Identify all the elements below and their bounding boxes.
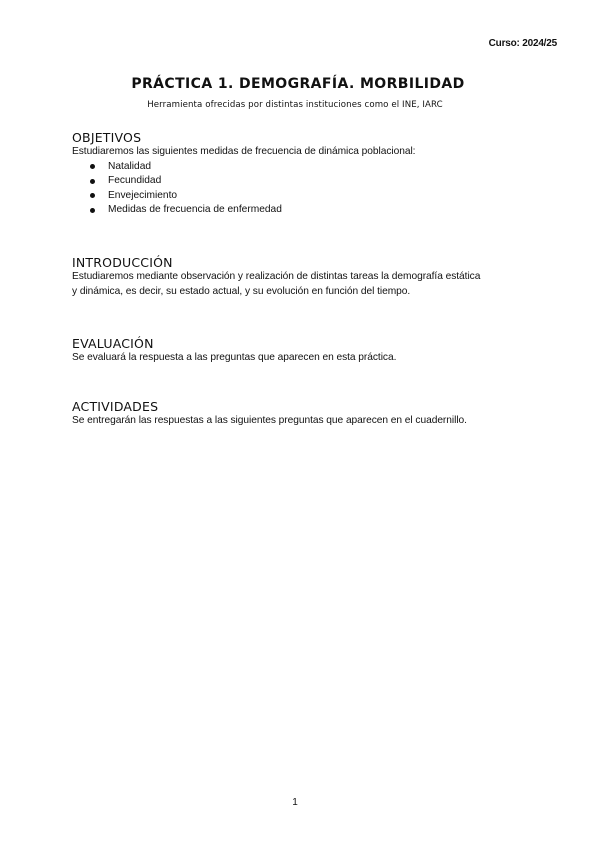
course-label: Curso: 2024/25 (488, 38, 557, 49)
section-evaluacion (72, 336, 542, 366)
actividades-text: Se entregarán las respuestas a las siguientes preguntas que aparecen en el cuadernillo. (72, 415, 467, 426)
list-item (72, 203, 542, 218)
section-introduccion (72, 255, 542, 299)
list-item-label: Medidas de frecuencia de enfermedad (108, 204, 282, 215)
section-heading-evaluacion: EVALUACIÓN (72, 336, 154, 351)
section-objetivos (72, 130, 542, 218)
objetivos-list (72, 160, 542, 218)
list-item-label: Fecundidad (108, 175, 162, 186)
bullet-icon (90, 208, 95, 213)
bullet-icon (90, 193, 95, 198)
evaluacion-text: Se evaluará la respuesta a las preguntas que aparecen en esta práctica. (72, 352, 397, 363)
page-number: 1 (292, 797, 298, 808)
introduccion-line-2: y dinámica, es decir, su estado actual, y su evolución en función del tiempo. (72, 285, 411, 297)
introduccion-line-1: Estudiaremos mediante observación y realización de distintas tareas la demografía estática (72, 271, 481, 282)
list-item-label: Envejecimiento (108, 189, 178, 201)
document-title: PRÁCTICA 1. DEMOGRAFÍA. MORBILIDAD (131, 76, 465, 92)
section-actividades (72, 399, 542, 429)
section-heading-introduccion: INTRODUCCIÓN (72, 255, 173, 270)
section-heading-objetivos: OBJETIVOS (72, 130, 142, 145)
section-heading-actividades: ACTIVIDADES (72, 399, 159, 414)
bullet-icon (90, 179, 95, 184)
objetivos-intro: Estudiaremos las siguientes medidas de frecuencia de dinámica poblacional: (72, 146, 416, 157)
list-item (72, 189, 542, 204)
list-item-label: Natalidad (108, 160, 152, 172)
document-subtitle: Herramienta ofrecidas por distintas instituciones como el INE, IARC (147, 100, 443, 110)
list-item (72, 160, 542, 175)
bullet-icon (90, 164, 95, 169)
list-item (72, 174, 542, 189)
